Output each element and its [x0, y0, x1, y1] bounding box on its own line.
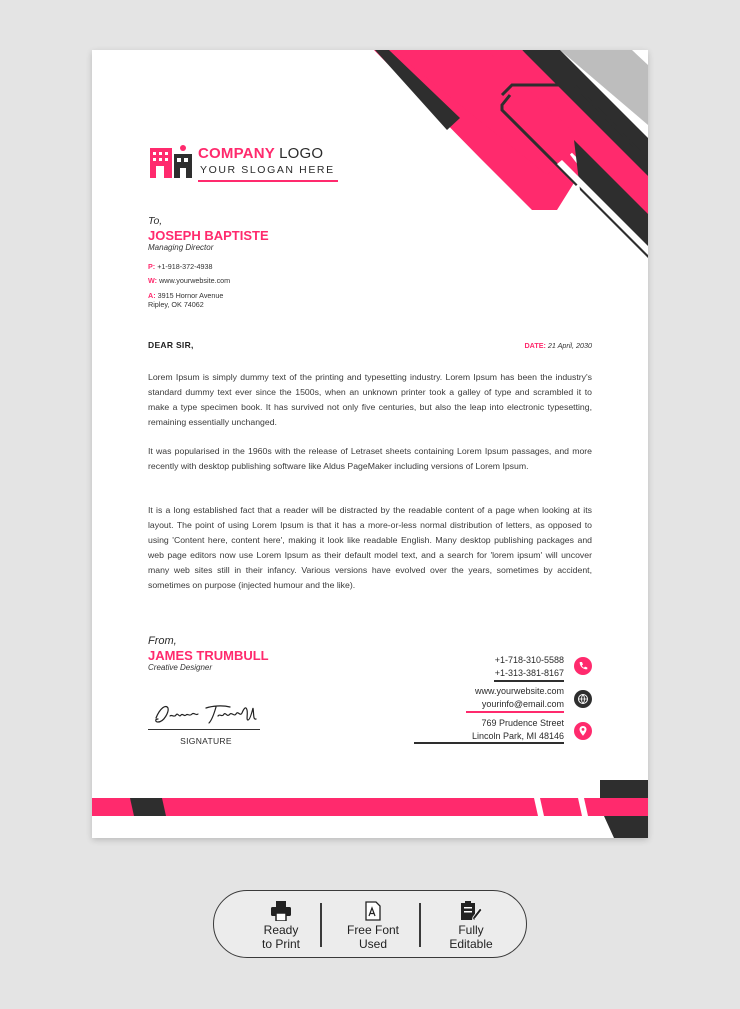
recipient-address: A: 3915 Hornor Avenue Ripley, OK 74062	[148, 291, 224, 309]
letter-date: DATE: 21 April, 2030	[524, 341, 592, 350]
contact-address: 769 Prudence Street Lincoln Park, MI 48146	[471, 718, 564, 741]
phone-icon	[574, 657, 592, 675]
signature-label: SIGNATURE	[180, 736, 232, 746]
feature-divider	[320, 903, 322, 947]
company-slogan: YOUR SLOGAN HERE	[200, 164, 335, 176]
edit-document-icon	[460, 901, 482, 921]
letterhead-page	[92, 50, 648, 838]
phone-underline	[494, 680, 564, 682]
to-label: To,	[148, 215, 163, 227]
signature-line	[148, 729, 260, 730]
feature-divider	[419, 903, 421, 947]
features-bar	[213, 890, 527, 958]
signature-image	[152, 702, 262, 728]
body-paragraph: Lorem Ipsum is simply dummy text of the printing and typesetting industry. Lorem Ipsum has been the industry's standard dummy text ever since the 1500s, when an unknown printer took a galley of type and scrambled it to make a type specimen book. It has survived not only five centuries, but also the leap into electronic typesetting, remaining essentially unchanged.	[148, 372, 592, 427]
sender-title: Creative Designer	[148, 663, 213, 672]
printer-icon	[270, 901, 292, 921]
company-name: COMPANY LOGO	[198, 145, 324, 162]
contact-phones: +1-718-310-5588 +1-313-381-8167	[494, 655, 564, 678]
font-file-icon	[364, 901, 382, 921]
feature-fully-editable: Fully Editable	[424, 891, 518, 957]
globe-icon	[574, 690, 592, 708]
recipient-website: W: www.yourwebsite.com	[148, 276, 231, 285]
contact-web-email: www.yourwebsite.com yourinfo@email.com	[474, 686, 564, 709]
web-underline	[466, 711, 564, 713]
body-paragraph: It was popularised in the 1960s with the release of Letraset sheets containing Lorem Ipsum passages, and more recently with desktop publishing software like Aldus PageMaker including versions of Lorem Ipsum.	[148, 446, 592, 471]
salutation: DEAR SIR,	[148, 340, 194, 350]
recipient-name: JOSEPH BAPTISTE	[148, 228, 269, 243]
recipient-phone: P: +1-918-372-4938	[148, 262, 213, 271]
body-paragraph: It is a long established fact that a reader will be distracted by the readable content of a page when looking at its layout. The point of using Lorem Ipsum is that it has a more-or-less normal distribution of letters, as opposed to using 'Content here, content here', making it look like readable English. Many desktop publishing packages and web page editors now use Lorem Ipsum as their default model text, and a search for 'lorem ipsum' will uncover many web sites still in their infancy. Various versions have evolved over the years, sometimes by accident, sometimes on purpose (injected humour and the like).	[148, 505, 592, 590]
address-underline	[414, 742, 564, 744]
location-pin-icon	[574, 722, 592, 740]
sender-name: JAMES TRUMBULL	[148, 648, 269, 663]
building-logo-icon	[150, 144, 192, 178]
slogan-divider	[198, 180, 338, 182]
from-label: From,	[148, 635, 177, 647]
footer-decoration	[92, 778, 648, 838]
recipient-title: Managing Director	[148, 243, 214, 252]
feature-ready-to-print: Ready to Print	[234, 891, 328, 957]
feature-free-font: Free Font Used	[326, 891, 420, 957]
